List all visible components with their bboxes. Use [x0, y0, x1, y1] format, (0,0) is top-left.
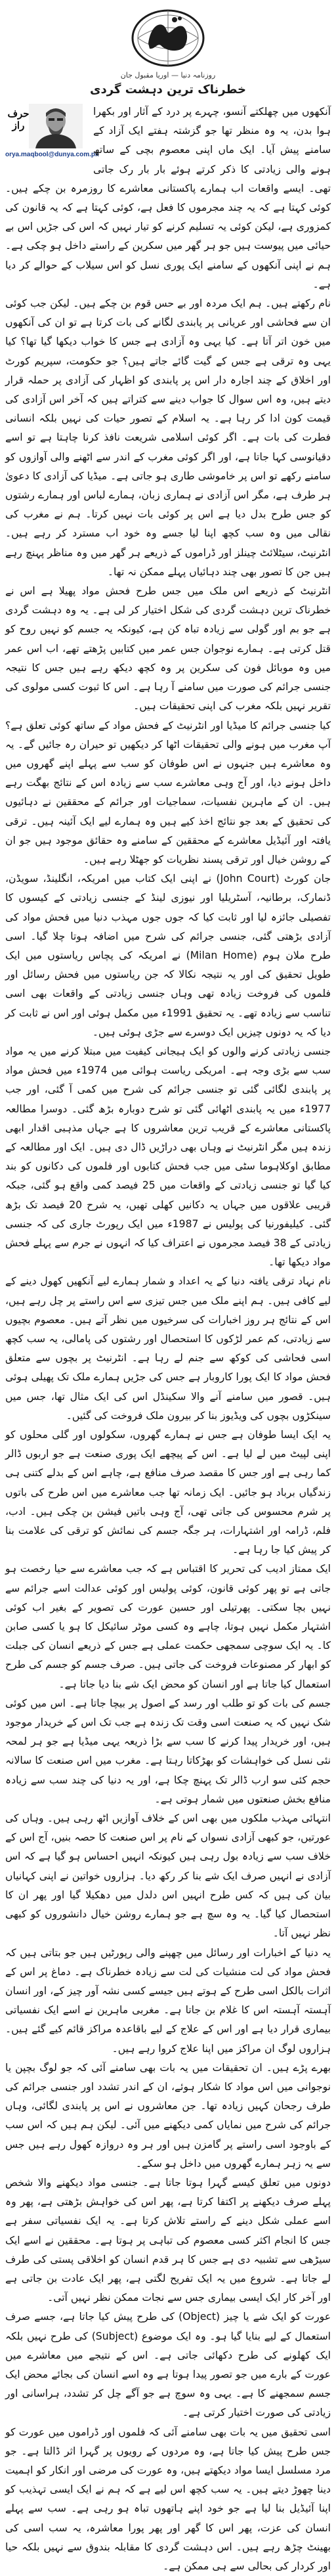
masthead-tagline: روزنامہ دنیا — اوریا مقبول جان	[120, 71, 216, 79]
article-headline: خطرناک ترین دہشت گردی	[90, 83, 246, 97]
article-paragraph: یہ دنیا کے اخبارات اور رسائل میں چھپنے والی رپورٹیں ہیں جو بتاتی ہیں کہ فحش مواد کی لت منشیات کی لت سے زیادہ خطرناک ہے۔ دماغ پر اس کے اثرات بالکل اسی طرح کے ہوتے ہیں جیسے کسی نشہ آور چیز کے، اور انسان آہستہ آہستہ اس کا غلام بن جاتا ہے۔ مغربی ماہرین نے اسے ایک نفسیاتی بیماری قرار دیا ہے اور اس کے علاج کے لیے باقاعدہ مراکز قائم کیے گئے ہیں۔ ہزاروں لوگ ان مراکز میں اپنا علاج کروا رہے ہیں۔	[5, 1946, 331, 2055]
article-paragraph: جان کورٹ (John Court) نے اپنی ایک کتاب میں امریکہ، انگلینڈ، سویڈن، ڈنمارک، برطانیہ، آسٹریلیا اور نیوزی لینڈ کے جنسی زیادتی کے کیسوں کا تفصیلی جائزہ لیا اور ثابت کیا کہ جوں جوں مہذب دنیا میں فحش مواد کی آزادی بڑھتی گئی، جنسی جرائم کی شرح میں اضافہ ہوتا چلا گیا۔ اسی طرح ملان ہوم (Milan Home) نے امریکہ کی پچاس ریاستوں میں ایک طویل تحقیق کی اور یہ نتیجہ نکالا کہ جن ریاستوں میں فحش رسائل اور فلموں کی فروخت زیادہ تھی وہاں جنسی زیادتی کے واقعات بھی اسی تناسب سے زیادہ تھے۔ یہ تحقیق 1991ء میں مکمل ہوئی اور اس نے ثابت کر دیا کہ یہ دونوں چیزیں ایک دوسرے سے جڑی ہوئی ہیں۔	[5, 873, 331, 1038]
article-paragraph: کیا جنسی جرائم کا میڈیا اور انٹرنیٹ کے فحش مواد کے ساتھ کوئی تعلق ہے؟ آپ مغرب میں ہونے والی تحقیقات اٹھا کر دیکھیں تو حیران رہ جائیں گے۔ یہ وہ معاشرے ہیں جنہوں نے اس طوفان کو سب سے پہلے اپنے گھروں میں داخل ہونے دیا، اور آج وہی معاشرے سب سے زیادہ اس کے نتائج بھگت رہے ہیں۔ ان کے ماہرین نفسیات، سماجیات اور جرائم کے محققین نے دہائیوں کی تحقیق کے بعد جو نتائج اخذ کیے ہیں وہ ہمارے لیے ایک آئینہ ہیں۔ ترقی یافتہ اور آئیڈیل معاشرے کے محققین کے سامنے وہ حقائق موجود ہیں جو ان کے روشن خیال اور ترقی پسند نظریات کو جھٹلا رہے ہیں۔	[5, 719, 331, 865]
article-paragraph: آنکھوں میں چھلکتے آنسو، چہرے پر درد کے آثار اور بکھرا ہوا بدن، یہ وہ منظر تھا جو گزشتہ ہفتے ایک آزاد کے سامنے پیش آیا۔ ایک ماں اپنی معصوم بچی کے ساتھ ہونے والی زیادتی کا ذکر کرتے ہوئے بار بار رک جاتی تھی۔ ایسے واقعات اب ہمارے پاکستانی معاشرے کا روزمرہ بن چکے ہیں۔ کوئی کہتا ہے کہ یہ چند مجرموں کا فعل ہے، کوئی کہتا ہے کہ یہ قانون کی کمزوری ہے، لیکن کوئی یہ تسلیم کرنے کو تیار نہیں کہ اس کی جڑیں اس بے حیائی میں پیوست ہیں جو ہر گھر میں سکرین کے راستے داخل ہو چکی ہے۔ ہم نے اپنی آنکھوں کے سامنے ایک پوری نسل کو اس سیلاب کے حوالے کر دیا ہے۔	[5, 106, 331, 290]
masthead	[0, 0, 336, 98]
dunya-globe-logo-icon	[129, 4, 207, 70]
columnist-spacer	[10, 102, 93, 175]
article-paragraph: دونوں میں تعلق کیسے گہرا ہوتا جاتا ہے۔ جنسی مواد دیکھنے والا شخص پہلے صرف دیکھنے پر اکتفا کرتا ہے، پھر اس کی خواہش بڑھتی ہے، پھر وہ اسے عملی شکل دینے کے راستے تلاش کرتا ہے۔ یہ ایک نفسیاتی سفر ہے جس کا انجام اکثر کسی معصوم کی تباہی پر ہوتا ہے۔ محققین نے اسے ایک سیڑھی سے تشبیہ دی ہے جس کا ہر قدم انسان کو اخلاقی پستی کی طرف لے جاتا ہے۔ شروع میں یہ ایک تفریح لگتی ہے، پھر ایک عادت بن جاتی ہے اور آخر کار ایک ایسی بیماری جس سے نجات ممکن نظر نہیں آتی۔	[5, 2176, 331, 2304]
article-paragraph: یہ ایک ایسا طوفان ہے جس نے ہمارے گھروں، سکولوں اور گلی محلوں کو اپنی لپیٹ میں لے لیا ہے۔ اس کے پیچھے ایک پوری صنعت ہے جو اربوں ڈالر کما رہی ہے اور جس کا مقصد صرف منافع ہے، چاہے اس کے بدلے کتنی ہی زندگیاں برباد ہو جائیں۔ ایک زمانہ تھا جب معاشرے میں اس طرح کی باتوں پر شرم محسوس کی جاتی تھی، آج وہی باتیں فیشن بن چکی ہیں۔ ادب، فلم، ڈرامہ اور اشتہارات، ہر جگہ جسم کی نمائش کو ترقی کی علامت بنا کر پیش کیا جا رہا ہے۔	[5, 1429, 331, 1556]
article-paragraph: نام نہاد ترقی یافتہ دنیا کے یہ اعداد و شمار ہمارے لیے آنکھیں کھول دینے کے لیے کافی ہیں۔ ہم اپنے ملک میں جس تیزی سے اس راستے پر چل رہے ہیں، اس کے نتائج ہر روز اخبارات کی سرخیوں میں نظر آتے ہیں۔ معصوم بچیوں سے زیادتی، کم عمر لڑکوں کا استحصال اور رشتوں کی پامالی، یہ سب کچھ اسی فحاشی کی کوکھ سے جنم لے رہا ہے۔ انٹرنیٹ پر بچوں سے متعلق فحش مواد کا ایک پورا کاروبار ہے جس کی جڑیں ہمارے ملک تک پھیلی ہوئی ہیں۔ قصور میں سامنے آنے والا سکینڈل اس کی ایک مثال تھا، جس میں سینکڑوں بچوں کی ویڈیوز بنا کر بیرون ملک فروخت کی گئیں۔	[5, 1275, 331, 1422]
article-paragraph: جسم کی بات کو تو طلب اور رسد کے اصول پر بیچا جاتا ہے۔ اس میں کوئی شک نہیں کہ یہ صنعت اسی وقت تک زندہ ہے جب تک اس کے خریدار موجود ہیں، اور خریدار پیدا کرنے کا سب سے بڑا ذریعہ یہی میڈیا ہے جو ہر لمحہ نئی نسل کی خواہشات کو بھڑکاتا رہتا ہے۔ مغرب میں اس صنعت کا سالانہ حجم کئی سو ارب ڈالر تک پہنچ چکا ہے، اور یہ دنیا کی چند سب سے زیادہ منافع بخش صنعتوں میں شمار ہوتی ہے۔	[5, 1697, 331, 1805]
article-body	[5, 102, 331, 2572]
article-paragraph: اسی تحقیق میں یہ بات بھی سامنے آئی کہ فلموں اور ڈراموں میں عورت کو جس طرح پیش کیا جاتا ہے، وہ مردوں کے رویوں پر گہرا اثر ڈالتا ہے۔ جو مرد مسلسل ایسا مواد دیکھتے ہیں، وہ عورت کی مرضی اور انکار کو اہمیت دینا چھوڑ دیتے ہیں۔ یہ سب کچھ اس لیے ہے کہ ہم نے ایک ایسی تہذیب کو اپنا آئیڈیل بنا لیا ہے جو خود اپنے ہاتھوں تباہ ہو رہی ہے۔ سب سے پہلے انسان کی عزت، پھر اس کا گھر اور پھر پورا معاشرہ، یہ سب اسی کی بھینٹ چڑھ رہے ہیں۔ اس دہشت گردی کا مقابلہ بندوق سے نہیں بلکہ حیا اور کردار کی بحالی سے ہی ممکن ہے۔	[5, 2426, 331, 2572]
columnist-email[interactable]: orya.maqbool@dunya.com.pk	[5, 151, 99, 158]
article-paragraph: انٹرنیٹ کے ذریعے اس ملک میں جس طرح فحش مواد پھیلا ہے اس نے خطرناک ترین دہشت گردی کی شکل اختیار کر لی ہے۔ یہ وہ دہشت گردی ہے جو بم اور گولی سے زیادہ تباہ کن ہے، کیونکہ یہ جسم کو نہیں روح کو قتل کرتی ہے۔ ہمارے نوجوان جس عمر میں کتابیں پڑھتے تھے، اب اس عمر میں وہ موبائل فون کی سکرین پر وہ کچھ دیکھ رہے ہیں جس کا نتیجہ جنسی جرائم کی صورت میں سامنے آ رہا ہے۔ اس کا ثبوت کسی مولوی کی تقریر نہیں بلکہ مغرب کی اپنی تحقیقات ہیں۔	[5, 585, 331, 712]
article-paragraph: جنسی زیادتی کرنے والوں کو ایک ہیجانی کیفیت میں مبتلا کرنے میں یہ مواد سب سے بڑی وجہ ہے۔ امریکی ریاست ہوائی میں 1974ء میں فحش مواد پر پابندی لگائی گئی تو جنسی جرائم کی شرح میں کمی آ گئی، اور جب 1977ء میں یہ پابندی اٹھائی گئی تو شرح دوبارہ بڑھ گئی۔ دوسرا مطالعہ پاکستانی معاشرے کے قریب ترین معاشروں کا ہے جہاں مذہبی اقدار ابھی زندہ ہیں مگر انٹرنیٹ نے وہاں بھی دراڑیں ڈال دی ہیں۔ ایک اور مطالعہ کے مطابق اوکلاہوما سٹی میں جب فحش کتابوں اور فلموں کی دکانوں کو بند کیا گیا تو جنسی زیادتی کے واقعات میں 25 فیصد کمی واقع ہو گئی، جبکہ قریبی علاقوں میں جہاں یہ دکانیں کھلی تھیں، یہ شرح 20 فیصد تک بڑھ گئی۔ کیلیفورنیا کی پولیس نے 1987ء میں ایک رپورٹ جاری کی کہ جنسی زیادتی کے 38 فیصد مجرموں نے اعتراف کیا کہ انہوں نے جرم سے پہلے فحش مواد دیکھا تھا۔	[5, 1045, 331, 1269]
article-paragraph: بھرے پڑے ہیں۔ ان تحقیقات میں یہ بات بھی سامنے آئی کہ جو لوگ بچپن یا نوجوانی میں اس مواد کا شکار ہوئے، ان کے اندر تشدد اور جنسی جرائم کی طرف رجحان کہیں زیادہ تھا۔ جن معاشروں نے اس پر پابندی لگائی، وہاں جرائم کی شرح میں نمایاں کمی دیکھنے میں آئی۔ لیکن ہم ہیں کہ اس سب کے باوجود اسی راستے پر گامزن ہیں اور ہر وہ دروازہ کھول رہے ہیں جس سے یہ زہر ہمارے گھروں میں داخل ہو سکے۔	[5, 2061, 331, 2170]
article-paragraph: عورت کو ایک شے یا چیز (Object) کی طرح پیش کیا جاتا ہے، جسے صرف استعمال کے لیے بنایا گیا ہو۔ وہ ایک موضوع (Subject) کی طرح نہیں بلکہ ایک کھلونے کی طرح دکھائی جاتی ہے۔ اس کے نتیجے میں معاشرے میں عورت کے بارے میں جو تصور پیدا ہوتا ہے وہ اسے انسان کی بجائے محض ایک جسم سمجھنے کا ہے۔ یہی وہ سوچ ہے جو آگے چل کر تشدد، ہراسانی اور زیادتی کی صورت اختیار کرتی ہے۔	[5, 2311, 331, 2419]
article-paragraph: ایک ممتاز ادیب کی تحریر کا اقتباس ہے کہ جب معاشرے سے حیا رخصت ہو جاتی ہے تو پھر کوئی قانون، کوئی پولیس اور کوئی عدالت اسے جرائم سے نہیں بچا سکتی۔ پھرتیلی اور حسین عورت کی تصویر کے بغیر اب کوئی اشتہار مکمل نہیں ہوتا، چاہے وہ کسی موٹر سائیکل کا ہو یا کسی صابن کا۔ یہ ایک سوچی سمجھی حکمت عملی ہے جس کے ذریعے انسان کی جبلت کو ابھار کر مصنوعات فروخت کی جاتی ہیں۔ صرف جسم کو جسم کی طرح استعمال کیا جاتا ہے اور انسان کو محض ایک شے بنا دیا جاتا ہے۔	[5, 1563, 331, 1690]
article-paragraph: نام رکھتے ہیں۔ ہم ایک مردہ اور بے حس قوم بن چکے ہیں۔ لیکن جب کوئی ان سے فحاشی اور عریانی پر پابندی لگانے کی بات کرتا ہے تو ان کی آنکھوں میں خون اتر آتا ہے۔ کیا یہی وہ آزادی ہے جس کا خواب دیکھا گیا تھا؟ کیا یہی وہ ترقی ہے جس کے گیت گائے جاتے ہیں؟ جو حکومت، سپریم کورٹ اور اخلاق کے چند اجارہ دار اس پر پابندی کو اظہار کی آزادی پر حملہ قرار دیتے ہیں، وہ اس سوال کا جواب دینے سے کتراتے ہیں کہ آخر اس آزادی کی قیمت کون ادا کر رہا ہے۔ یہ اسلام کے تصور حیات کی نہیں بلکہ انسانی فطرت کی بات ہے۔ اگر کوئی اسلامی شریعت نافذ کرنا چاہتا ہے تو اسے دقیانوسی کہا جاتا ہے، اور اگر کوئی مغرب کے اندر سے اٹھنے والی آوازوں کو سامنے رکھے تو اس پر خاموشی طاری ہو جاتی ہے۔ میڈیا کی آزادی کا دعویٰ ہر طرف ہے، مگر اس آزادی نے ہماری زبان، ہمارے لباس اور ہمارے رشتوں کو جس طرح بدل دیا ہے اس پر کوئی بات نہیں کرتا۔ ہم نے مغرب کی نقالی میں وہ سب کچھ اپنا لیا جسے وہ خود اب مسترد کر رہے ہیں۔ انٹرنیٹ، سیٹلائٹ چینلز اور ڈراموں کے ذریعے ہر گھر میں وہ مناظر پہنچ رہے ہیں جن کا تصور بھی چند دہائیاں پہلے ممکن نہ تھا۔	[5, 297, 331, 578]
column-title-calligraphy: حرف راز	[7, 108, 30, 131]
article-paragraph: انتہائی مہذب ملکوں میں بھی اس کے خلاف آوازیں اٹھ رہی ہیں۔ وہاں کی عورتیں، جو کبھی آزادی نسواں کے نام پر اس صنعت کا حصہ بنیں، آج اس کے خلاف سب سے زیادہ بول رہی ہیں کیونکہ انہیں احساس ہو گیا ہے کہ اس آزادی نے انہیں صرف ایک شے بنا کر رکھ دیا۔ ہزاروں خواتین نے اپنی کہانیاں بیان کی ہیں کہ کس طرح انہیں اس دلدل میں دھکیلا گیا اور پھر ان کا استحصال کیا گیا۔ یہ وہ سچ ہے جو ہمارے روشن خیال دانشوروں کو کبھی نظر نہیں آتا۔	[5, 1812, 331, 1940]
